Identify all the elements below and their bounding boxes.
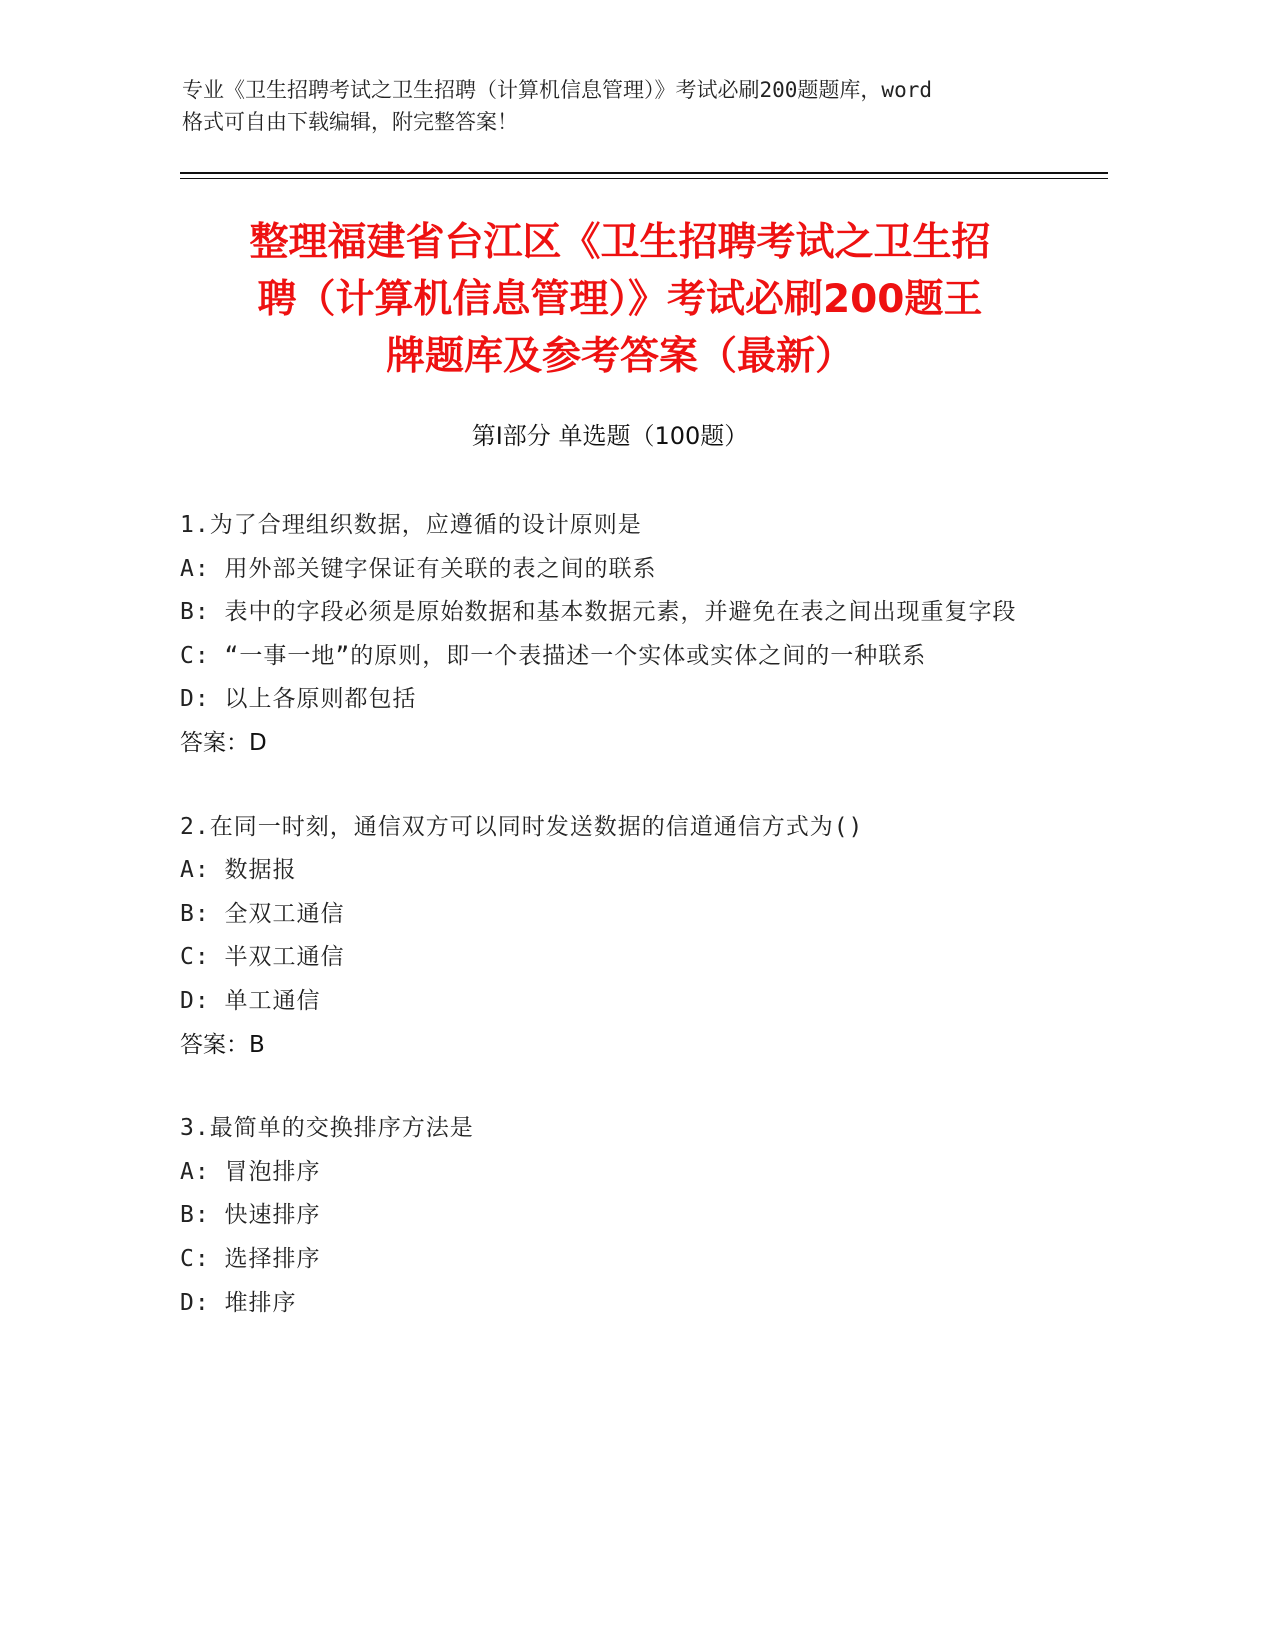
option-c: C: 选择排序 [180, 1245, 321, 1272]
header-rule-thin [180, 178, 1108, 179]
option-d: D: 堆排序 [180, 1289, 297, 1316]
option-a: A: 冒泡排序 [180, 1158, 321, 1185]
header-note-line-1: 专业《卫生招聘考试之卫生招聘（计算机信息管理）》考试必刷200题题库，word [182, 78, 932, 102]
header-rule-thick [180, 172, 1108, 174]
document-title [180, 214, 1060, 385]
option-b: B: 表中的字段必须是原始数据和基本数据元素，并避免在表之间出现重复字段 [180, 599, 1017, 626]
option-c: C: 半双工通信 [180, 944, 345, 971]
option-b: B: 全双工通信 [180, 900, 345, 927]
question-3 [180, 1107, 1040, 1325]
section-heading: 第I部分 单选题（100题） [471, 422, 749, 450]
option-b: B: 快速排序 [180, 1202, 321, 1229]
option-a: A: 数据报 [180, 857, 297, 884]
header-note-line-2: 格式可自由下载编辑，附完整答案！ [182, 110, 518, 134]
question-1 [180, 504, 1040, 766]
document-title-line-2: 聘（计算机信息管理）》考试必刷200题王 [257, 277, 983, 322]
question-stem: 3.最简单的交换排序方法是 [180, 1115, 474, 1142]
option-d: D: 单工通信 [180, 987, 321, 1014]
answer-line: 答案：D [180, 729, 267, 756]
question-stem: 2.在同一时刻，通信双方可以同时发送数据的信道通信方式为() [180, 813, 864, 840]
option-a: A: 用外部关键字保证有关联的表之间的联系 [180, 555, 657, 582]
option-d: D: 以上各原则都包括 [180, 686, 417, 713]
question-2 [180, 806, 1040, 1068]
question-list [180, 504, 1040, 1365]
option-c: C: “一事一地”的原则，即一个表描述一个实体或实体之间的一种联系 [180, 642, 927, 669]
answer-line: 答案：B [180, 1031, 265, 1058]
question-stem: 1.为了合理组织数据，应遵循的设计原则是 [180, 512, 642, 538]
header-note [182, 74, 1082, 138]
document-title-line-1: 整理福建省台江区《卫生招聘考试之卫生招 [249, 220, 991, 265]
document-title-line-3: 牌题库及参考答案（最新） [385, 334, 854, 379]
